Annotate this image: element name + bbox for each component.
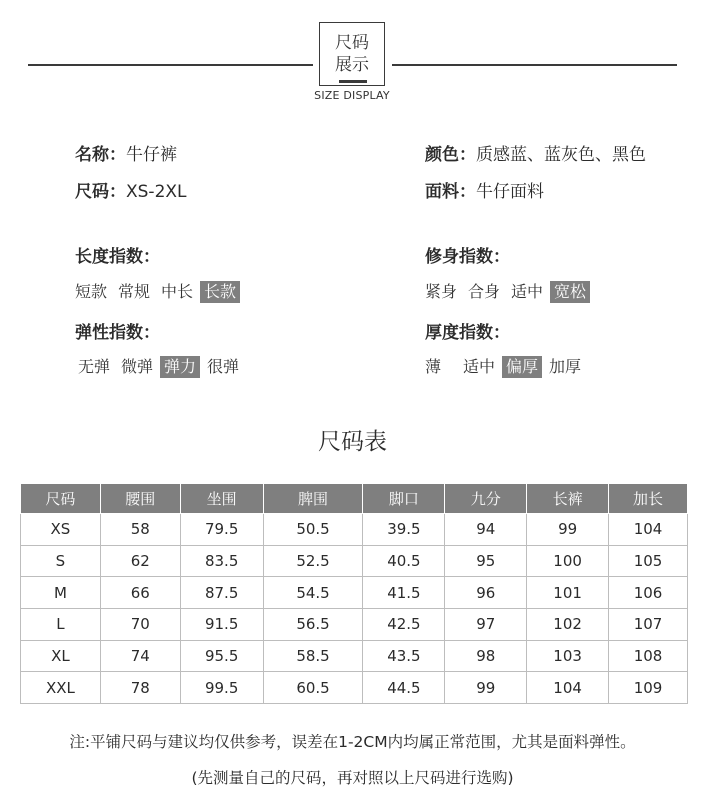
note-disclaimer: 注:平铺尺码与建议均仅供参考，误差在1-2CM内均属正常范围，尤其是面料弹性。	[69, 733, 636, 751]
fit-option: 紧身	[425, 282, 458, 301]
info-size	[75, 181, 187, 203]
table-cell: 66	[100, 577, 180, 609]
table-cell: 109	[609, 672, 688, 704]
header-title-line1: 尺码	[335, 33, 369, 53]
table-cell: 74	[100, 640, 180, 672]
table-cell: 107	[609, 609, 688, 641]
length-option: 中长	[161, 282, 194, 301]
header-divider-left	[28, 64, 313, 66]
table-row	[21, 545, 688, 577]
elasticity-option: 很弹	[207, 357, 240, 376]
header-cell: 尺码	[21, 484, 101, 514]
table-cell: 91.5	[180, 609, 263, 641]
note-advice: (先测量自己的尺码，再对照以上尺码进行选购)	[191, 769, 514, 787]
info-name-value: 牛仔裤	[126, 145, 177, 165]
info-size-value: XS-2XL	[126, 182, 187, 202]
header-cell: 脾围	[263, 484, 363, 514]
header-divider-right	[392, 64, 677, 66]
fit-index-label: 修身指数：	[425, 247, 510, 267]
table-cell: 42.5	[363, 609, 445, 641]
table-cell: 108	[609, 640, 688, 672]
table-cell: M	[21, 577, 101, 609]
table-cell: 96	[445, 577, 527, 609]
table-row	[21, 577, 688, 609]
table-row	[21, 609, 688, 641]
header-cell: 腰围	[100, 484, 180, 514]
table-row	[21, 514, 688, 546]
table-header-row	[21, 484, 688, 514]
table-cell: 106	[609, 577, 688, 609]
table-cell: S	[21, 545, 101, 577]
table-cell: L	[21, 609, 101, 641]
elasticity-option-selected: 弹力	[160, 356, 200, 378]
table-cell: 79.5	[180, 514, 263, 546]
table-cell: 99	[527, 514, 609, 546]
table-cell: 99	[445, 672, 527, 704]
table-cell: 39.5	[363, 514, 445, 546]
thickness-option: 薄	[425, 357, 442, 376]
table-cell: 83.5	[180, 545, 263, 577]
table-cell: 100	[527, 545, 609, 577]
info-color	[425, 144, 646, 166]
table-cell: 104	[527, 672, 609, 704]
elasticity-index-options	[74, 356, 246, 378]
table-cell: 102	[527, 609, 609, 641]
length-option-selected: 长款	[200, 281, 240, 303]
table-row	[21, 672, 688, 704]
info-name	[75, 144, 177, 166]
table-cell: 87.5	[180, 577, 263, 609]
table-cell: 104	[609, 514, 688, 546]
thickness-index-options	[421, 356, 588, 378]
table-cell: 58	[100, 514, 180, 546]
table-cell: 78	[100, 672, 180, 704]
info-size-label: 尺码：	[75, 182, 126, 202]
table-cell: 105	[609, 545, 688, 577]
length-option: 常规	[118, 282, 151, 301]
thickness-option: 适中	[463, 357, 496, 376]
header-title-line2: 展示	[335, 55, 369, 75]
info-fabric-label: 面料：	[425, 182, 476, 202]
header-cell: 九分	[445, 484, 527, 514]
table-row	[21, 640, 688, 672]
table-cell: 60.5	[263, 672, 363, 704]
info-fabric	[425, 181, 544, 203]
fit-index-options	[421, 281, 593, 303]
thickness-option: 加厚	[549, 357, 582, 376]
table-cell: 52.5	[263, 545, 363, 577]
table-cell: 41.5	[363, 577, 445, 609]
table-cell: 44.5	[363, 672, 445, 704]
info-color-label: 颜色：	[425, 145, 476, 165]
header-cell: 脚口	[363, 484, 445, 514]
thickness-option-selected: 偏厚	[502, 356, 542, 378]
table-cell: 43.5	[363, 640, 445, 672]
info-name-label: 名称：	[75, 145, 126, 165]
fit-option: 合身	[468, 282, 501, 301]
elasticity-option: 无弹	[78, 357, 111, 376]
info-color-value: 质感蓝、蓝灰色、黑色	[476, 145, 646, 165]
table-cell: 56.5	[263, 609, 363, 641]
elasticity-index-label: 弹性指数：	[75, 323, 160, 343]
table-cell: 103	[527, 640, 609, 672]
table-cell: 70	[100, 609, 180, 641]
elasticity-option: 微弹	[121, 357, 154, 376]
table-cell: 97	[445, 609, 527, 641]
thickness-index-label: 厚度指数：	[425, 323, 510, 343]
header-subtitle: SIZE DISPLAY	[314, 89, 390, 102]
table-cell: XL	[21, 640, 101, 672]
length-index-label: 长度指数：	[75, 247, 160, 267]
table-cell: 40.5	[363, 545, 445, 577]
table-cell: 62	[100, 545, 180, 577]
table-cell: XXL	[21, 672, 101, 704]
table-cell: XS	[21, 514, 101, 546]
table-cell: 94	[445, 514, 527, 546]
fit-option-selected: 宽松	[550, 281, 590, 303]
table-cell: 99.5	[180, 672, 263, 704]
header-title-underline	[339, 80, 367, 83]
header-cell: 加长	[609, 484, 688, 514]
size-table	[20, 483, 688, 704]
table-cell: 98	[445, 640, 527, 672]
table-cell: 95.5	[180, 640, 263, 672]
table-cell: 54.5	[263, 577, 363, 609]
size-table-title: 尺码表	[318, 429, 387, 455]
info-fabric-value: 牛仔面料	[476, 182, 544, 202]
table-cell: 95	[445, 545, 527, 577]
table-cell: 58.5	[263, 640, 363, 672]
table-cell: 50.5	[263, 514, 363, 546]
header-title-box	[319, 22, 385, 86]
fit-option: 适中	[511, 282, 544, 301]
header-cell: 长裤	[527, 484, 609, 514]
table-cell: 101	[527, 577, 609, 609]
length-option: 短款	[75, 282, 108, 301]
header-cell: 坐围	[180, 484, 263, 514]
length-index-options	[71, 281, 243, 303]
